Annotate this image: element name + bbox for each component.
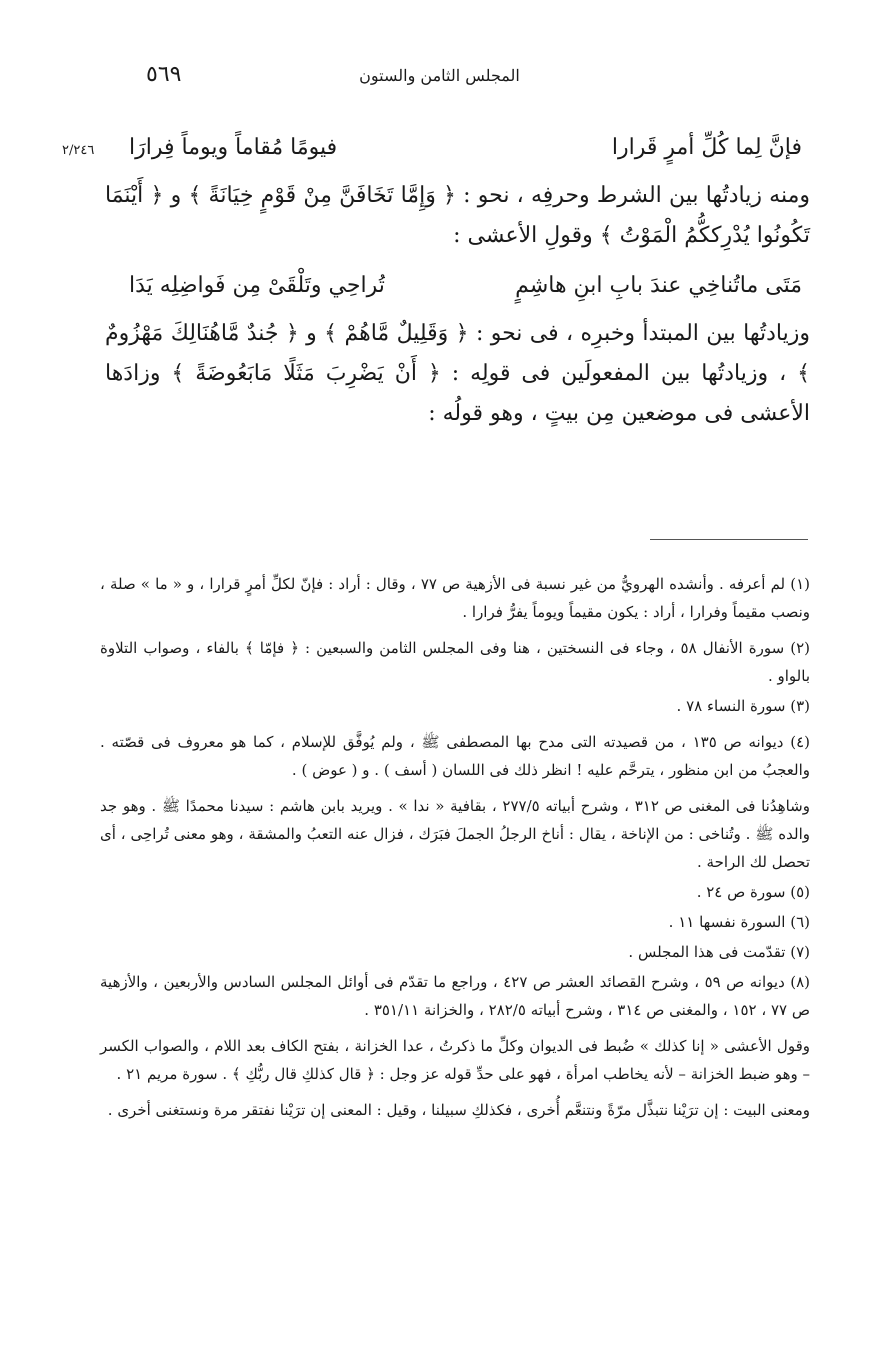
chapter-title: المجلس الثامن والستون — [359, 66, 520, 85]
footnote-4: (٤) ديوانه ص ١٣٥ ، من قصيدته التى مدح بها المصطفى ﷺ ، ولم يُوفَّق للإسلام ، كما هو معروف فى قصّته . والعجبُ من ابن منظور ، يترحَّم عليه ! انظر ذلك فى اللسان ( أسف ) . و ( عوض ) . — [100, 733, 810, 779]
margin-reference: ٢/٢٤٦ — [62, 143, 95, 158]
main-text — [105, 118, 810, 434]
footnote-7: (٧) تقدّمت فى هذا المجلس . — [628, 943, 810, 961]
footnote-3: (٣) سورة النساء ٧٨ . — [676, 697, 810, 715]
footnote-8: (٨) ديوانه ص ٥٩ ، وشرح القصائد العشر ص ٤٢٧ ، وراجع ما تقدّم فى أوائل المجلس السادس والأربعين ، والأزهية ص ٧٧ ، ١٥٢ ، والمغنى ص ٣١٤ ، وشرح أبياته ٢٨٢/٥ ، والخزانة ٣٥١/١١ . — [100, 973, 810, 1019]
verse-2-first-hemistich: مَتَى ماتُناخِي عندَ بابِ ابنِ هاشِمٍ — [515, 273, 802, 298]
footnote-2: (٢) سورة الأنفال ٥٨ ، وجاء فى النسختين ، هنا وفى المجلس الثامن والسبعين : ﴿ فإمّا ﴾ بالفاء ، وصواب التلاوة بالواو . — [100, 639, 811, 685]
footnote-8-continued: وقول الأعشى « إنا كذلك » ضُبط فى الديوان وكلِّ ما ذكرتُ ، عدا الخزانة ، بفتح الكاف بعد اللام ، والصواب الكسر – وهو ضبط الخزانة – لأنه يخاطب امرأة ، فهو على حدِّ قوله عز وجل : ﴿ قال كذلكِ قال ربُّكِ ﴾ . سورة مريم ٢١ . — [100, 1037, 810, 1083]
verse-1-second-hemistich: فيومًا مُقاماً ويوماً فِرارَا — [129, 135, 338, 160]
verse-line-2 — [105, 270, 810, 302]
footnotes — [100, 570, 810, 1126]
verse-1-first-hemistich: فإنَّ لِما كُلِّ أمرٍ قَرارا — [611, 135, 802, 160]
running-head — [0, 62, 879, 92]
footnote-8-meaning: ومعنى البيت : إن ترَيْنا نتبذَّل مرّةً ونتنعَّم أُخرى ، فكذلكِ سبيلنا ، وقيل : المعنى إن ترَيْنا نفتقر مرة ونستغنى أخرى . — [107, 1101, 810, 1119]
footnote-separator — [650, 539, 808, 540]
page-number: ٥٦٩ — [146, 62, 182, 87]
footnote-5: (٥) سورة ص ٢٤ . — [696, 883, 810, 901]
footnote-4-continued: وشاهِدُنا فى المغنى ص ٣١٢ ، وشرح أبياته ٢٧٧/٥ ، بقافية « ندا » . ويريد بابن هاشم : سيدنا محمدًا ﷺ . وهو جد والده ﷺ . وتُناخى : من الإناخة ، يقال : أناخ الرجلُ الجملَ فبَرَك ، فزال عنه التعبُ والمشقة ، وهو معنى تُراحِى ، أى تحصل لك الراحة . — [100, 797, 810, 871]
verse-line-1 — [105, 132, 810, 164]
paragraph-1: ومنه زيادتُها بين الشرط وحرفِه ، نحو : ﴿ وَإِمَّا تَخَافَنَّ مِنْ قَوْمٍ خِيَانَةً ﴾ و ﴿ أَيْنَمَا تَكُونُوا يُدْرِككُّمُ الْمَوْتُ ﴾ وقولِ الأعشى : — [105, 183, 810, 248]
footnote-6: (٦) السورة نفسها ١١ . — [668, 913, 810, 931]
footnote-1: (١) لم أعرفه . وأنشده الهرويُّ من غير نسبة فى الأزهية ص ٧٧ ، وقال : أراد : فإنّ لكلِّ أمرٍ قرارا ، و « ما » صلة ، ونصب مقيماً وفرارا ، أراد : يكون مقيماً ويوماً يفرُّ فرارا . — [100, 575, 810, 621]
paragraph-2: وزيادتُها بين المبتدأ وخبرِه ، فى نحو : ﴿ وَقَلِيلٌ مَّاهُمْ ﴾ و ﴿ جُندٌ مَّاهُنَالِكَ مَهْزُومٌ ﴾ ، وزيادتُها بين المفعولَين فى قولِه : ﴿ أَنْ يَضْرِبَ مَثَلًا مَابَعُوضَةً ﴾ وزادَها الأعشى فى موضعين مِن بيتٍ ، وهو قولُه : — [105, 321, 810, 426]
verse-2-second-hemistich: تُراحِي وتَلْقَىْ مِن فَواضِلِه يَدَا — [129, 273, 385, 298]
